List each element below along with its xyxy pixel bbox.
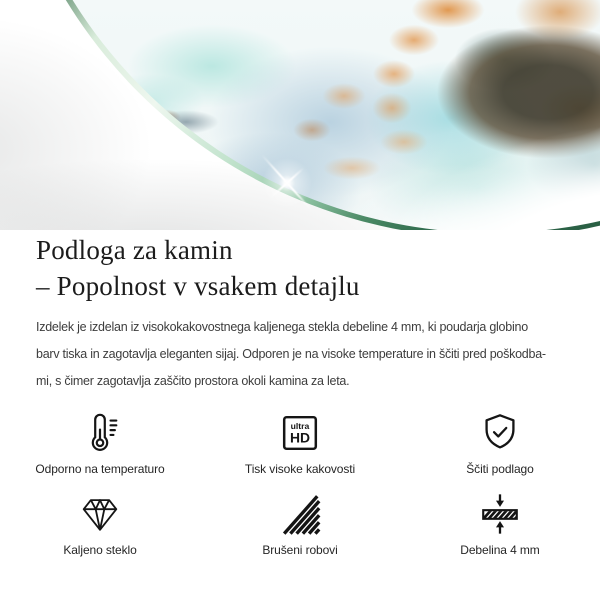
ultra-hd-icon-text-bottom: HD <box>289 429 311 446</box>
page-title-line1: Podloga za kamin <box>36 235 233 265</box>
diamond-icon <box>77 491 123 537</box>
shield-check-icon <box>477 410 523 456</box>
product-description-block <box>0 232 600 395</box>
feature-grid <box>0 409 600 559</box>
feature-label: Kaljeno steklo <box>63 543 137 557</box>
ultra-hd-icon-text-top: ultra <box>290 421 310 432</box>
feature-label: Tisk visoke kakovosti <box>244 462 356 476</box>
product-hero-image <box>0 0 600 230</box>
feature-protection <box>400 409 600 478</box>
beveled-edges-icon <box>277 491 323 537</box>
product-description <box>36 314 564 395</box>
description-line: Izdelek je izdelan iz visokokakovostnega kaljenega stekla debeline 4 mm, ki poudarja globino <box>36 320 528 334</box>
feature-thickness <box>400 490 600 559</box>
feature-label: Brušeni robovi <box>262 543 338 557</box>
ultra-hd-icon <box>277 410 323 456</box>
description-line: barv tiska in zagotavlja eleganten sijaj. Odporen je na visoke temperature in ščiti pred poškodba- <box>36 347 546 361</box>
feature-label: Debelina 4 mm <box>460 543 540 557</box>
feature-temperature <box>0 409 200 478</box>
feature-tempered-glass <box>0 490 200 559</box>
page-title-line2: – Popolnost v vsakem detajlu <box>36 271 360 301</box>
feature-polished-edges <box>200 490 400 559</box>
description-line: mi, s čimer zagotavlja zaščito prostora okoli kamina za leta. <box>36 374 350 388</box>
thermometer-icon <box>77 410 123 456</box>
feature-label: Ščiti podlago <box>466 462 534 476</box>
feature-label: Odporno na temperaturo <box>35 462 165 476</box>
thickness-icon <box>477 491 523 537</box>
page-title <box>36 232 564 304</box>
feature-print-quality <box>200 409 400 478</box>
